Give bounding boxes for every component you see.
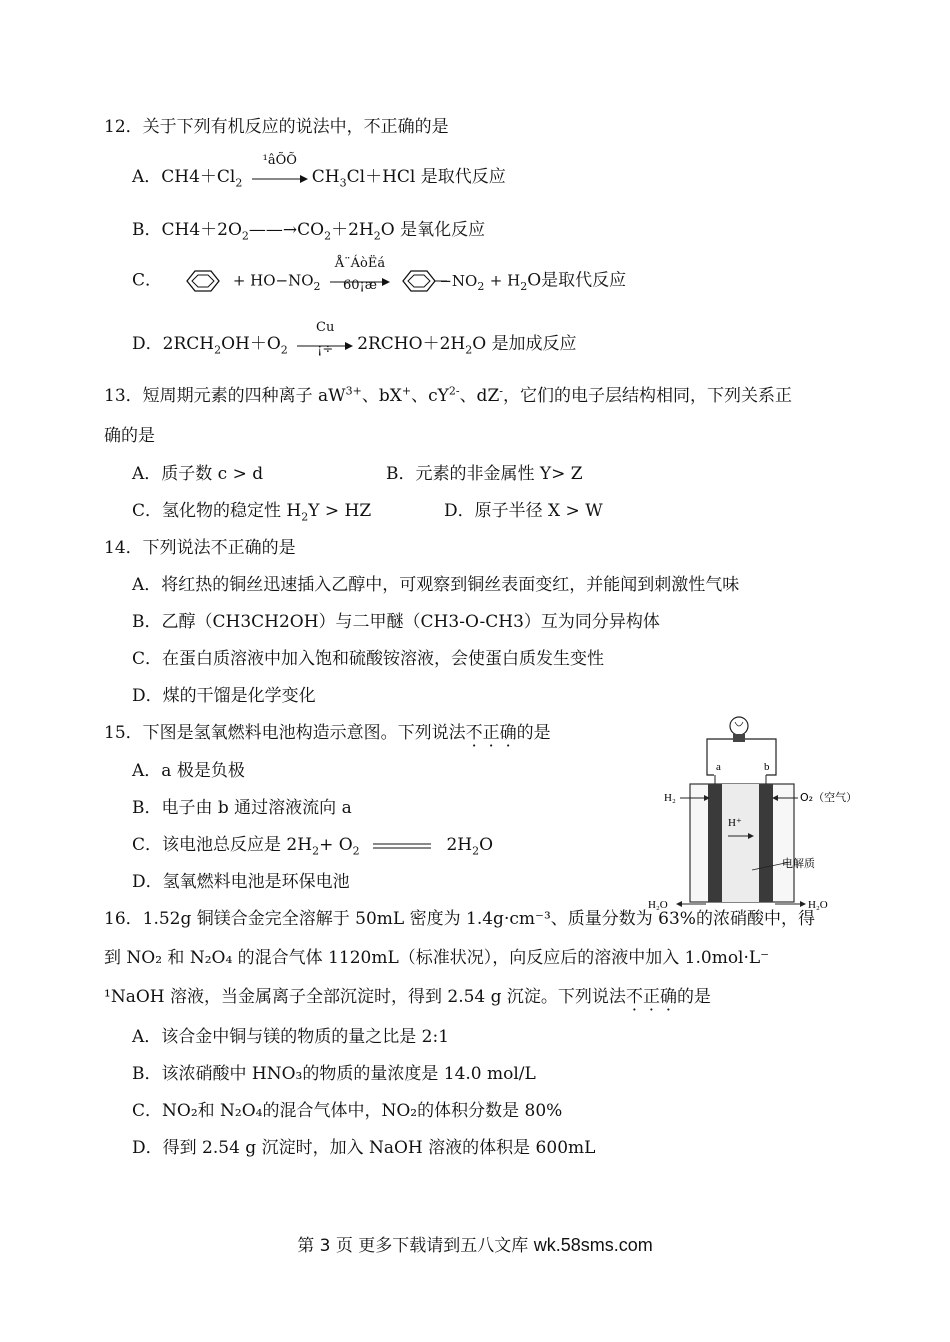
- q16-stem-line3: ¹NaOH 溶液，当金属离子全部沉淀时，得到 2.54 g 沉淀。下列说法不正确的是: [104, 987, 711, 1007]
- outlet-arrow-right: [800, 901, 806, 907]
- label-o2: O₂（空气）: [800, 791, 858, 804]
- outlet-arrow-left: [676, 901, 682, 907]
- benzene-ring-icon: [179, 268, 227, 294]
- q14-option-c: C．在蛋白质溶液中加入饱和硫酸铵溶液，会使蛋白质发生变性: [132, 649, 605, 669]
- q16-option-a: A．该合金中铜与镁的物质的量之比是 2:1: [132, 1027, 450, 1047]
- label-hplus: H⁺: [728, 817, 742, 829]
- light-bulb-icon: [730, 717, 748, 742]
- fuel-cell-diagram: [640, 712, 870, 912]
- q15-option-d: D．氢氧燃料电池是环保电池: [132, 872, 350, 892]
- label-a: a: [716, 761, 721, 773]
- electrode-a: [708, 784, 722, 902]
- q12-stem: 12．关于下列有机反应的说法中，不正确的是: [104, 117, 449, 137]
- q13-stem-cont: 确的是: [104, 426, 155, 446]
- q12-option-c: C． + $HO-NO_2$ Å¨ÁòËá 60¡æ $-NO_2 + H_2O$是取代反应: [132, 268, 626, 294]
- q14-option-d: D．煤的干馏是化学变化: [132, 686, 316, 706]
- q14-option-a: A．将红热的铜丝迅速插入乙醇中，可观察到铜丝表面变红，并能闻到刺激性气味: [132, 575, 740, 595]
- q15-option-a: A．a 极是负极: [132, 761, 245, 781]
- website-link[interactable]: wk.58sms.com: [533, 1235, 653, 1255]
- wire-right: [745, 739, 776, 775]
- q13-option-d: D．原子半径 X > W: [444, 501, 603, 521]
- reaction-condition-bottom: ¡÷: [317, 341, 334, 357]
- arrow-icon: [252, 175, 308, 183]
- label-h2: H₂: [664, 792, 676, 804]
- label-electrolyte: 电解质: [782, 857, 815, 870]
- label-b: b: [764, 761, 770, 773]
- q14-stem: 14．下列说法不正确的是: [104, 538, 296, 558]
- q12-option-a: A．$CH4+Cl_2$ ¹âÕÕ $CH_3Cl+HCl$ 是取代反应: [132, 166, 506, 189]
- q15-option-b: B．电子由 b 通过溶液流向 a: [132, 798, 352, 818]
- electrolyte-region: [722, 784, 759, 902]
- q13-option-a: A．质子数 c > d: [132, 464, 264, 484]
- emphasis: 不正确: [625, 987, 677, 1007]
- emphasis: 不正确: [465, 723, 517, 743]
- q13-option-c: C．氢化物的稳定性 $H_2Y$ > HZ: [132, 501, 372, 524]
- label-h2o-right: H₂O: [808, 899, 828, 911]
- reaction-condition-top: Å¨ÁòËá: [334, 256, 386, 271]
- q16-option-c: C．NO₂和 N₂O₄的混合气体中，NO₂的体积分数是 80%: [132, 1101, 563, 1121]
- q14-option-b: B．乙醇（CH3CH2OH）与二甲醚（CH3-O-CH3）互为同分异构体: [132, 612, 660, 632]
- electrode-b: [759, 784, 773, 902]
- q12-option-d: D．$2RCH_2OH+O_2$ Cu ¡÷ $2RCHO+2H_2O$ 是加成反应: [132, 333, 577, 356]
- label-h2o-left: H₂O: [648, 899, 668, 911]
- q16-option-b: B．该浓硝酸中 HNO₃的物质的量浓度是 14.0 mol/L: [132, 1064, 536, 1084]
- q13-stem: 13．短周期元素的四种离子 $aW^{3+}$、bX+、$cY^{2-}$、dZ-，它们的电子层结构相同，下列关系正: [104, 384, 792, 406]
- reaction-condition-top: Cu: [316, 319, 335, 335]
- reaction-condition-bottom: 60¡æ: [342, 278, 377, 293]
- q16-stem-line1: 16．1.52g 铜镁合金完全溶解于 50mL 密度为 1.4g·cm⁻³、质量分数为 63%的浓硝酸中，得: [104, 909, 815, 929]
- q16-stem-line2: 到 NO₂ 和 N₂O₄ 的混合气体 1120mL（标准状况），向反应后的溶液中加入 1.0mol·L⁻: [104, 948, 770, 968]
- page-number: 第 3 页 更多下载请到五八文库: [297, 1236, 529, 1256]
- q12-option-b: B．$CH4+2O_2——\to CO_2+2H_2O$ 是氧化反应: [132, 220, 486, 243]
- q15-option-c: C．该电池总反应是 $2H_2+ O_2$ $2H_2O$: [132, 835, 494, 858]
- equals-sign-icon: [373, 841, 433, 851]
- q16-option-d: D．得到 2.54 g 沉淀时，加入 NaOH 溶液的体积是 600mL: [132, 1138, 596, 1158]
- page-footer: [0, 1231, 950, 1256]
- q13-option-b: B．元素的非金属性 Y> Z: [386, 464, 583, 484]
- reaction-condition: ¹âÕÕ: [262, 152, 297, 168]
- q15-stem: 15．下图是氢氧燃料电池构造示意图。下列说法不正确的是: [104, 723, 551, 743]
